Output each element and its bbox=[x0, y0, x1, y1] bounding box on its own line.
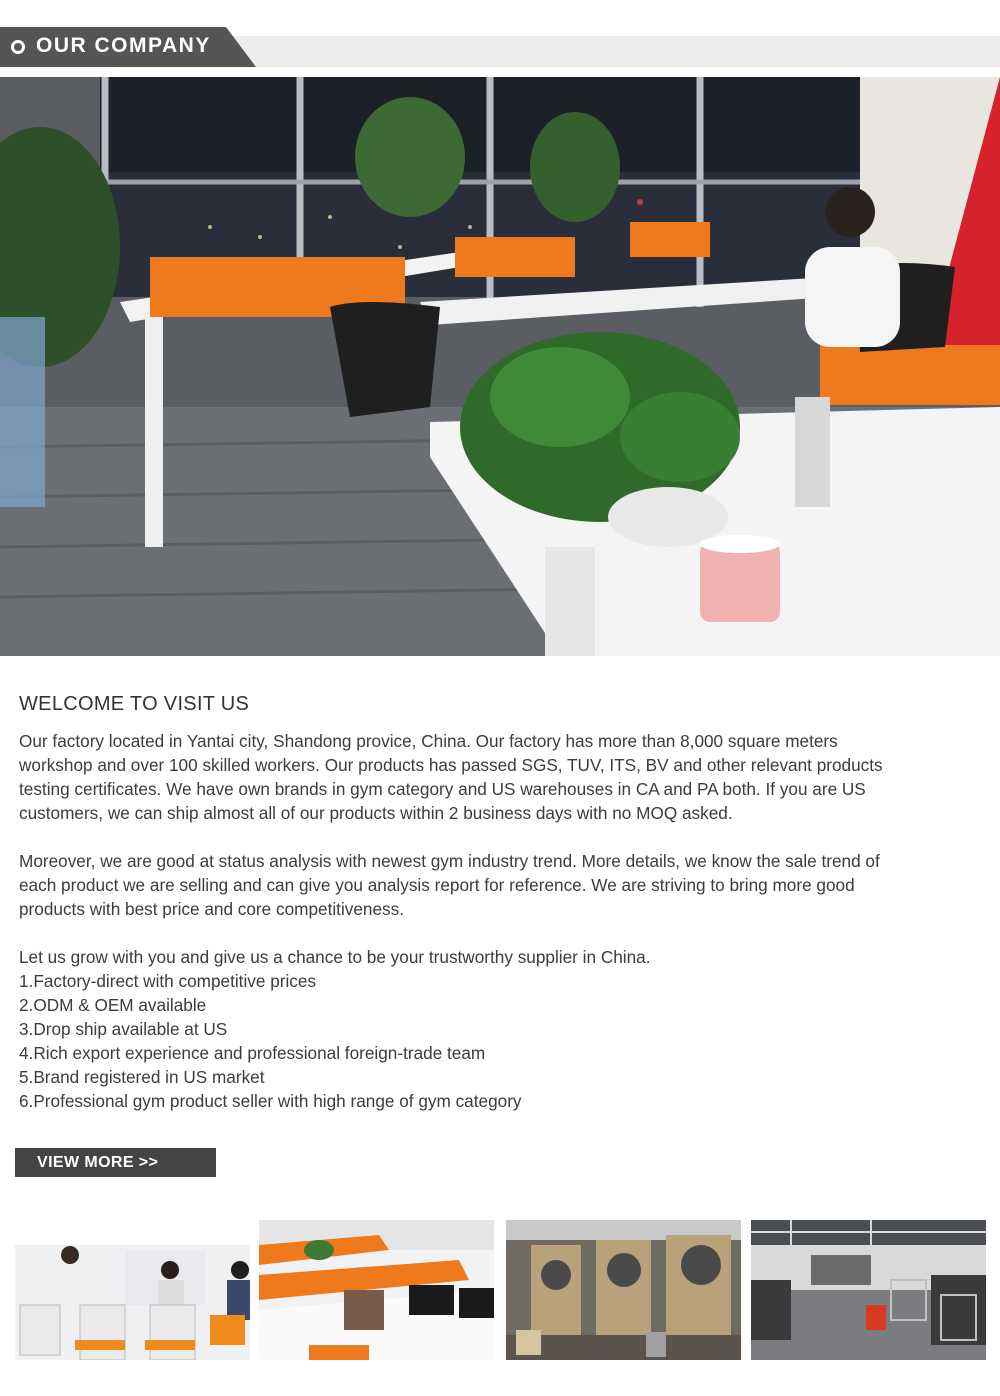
list-item: 5.Brand registered in US market bbox=[19, 1067, 265, 1087]
company-intro bbox=[19, 693, 984, 1113]
list-item: 4.Rich export experience and professional foreign-trade team bbox=[19, 1043, 486, 1063]
office-photo bbox=[0, 77, 1000, 656]
factory-workshop-photo bbox=[751, 1220, 986, 1360]
list-item: 6.Professional gym product seller with high range of gym category bbox=[19, 1091, 522, 1111]
text-line: Moreover, we are good at status analysis with newest gym industry trend. More details, we know the sale trend of bbox=[19, 851, 880, 871]
press-machines-photo bbox=[506, 1220, 741, 1360]
text-line: customers, we can ship almost all of our products within 2 business days with no MOQ asked. bbox=[19, 803, 733, 823]
gallery-thumb-press-machines[interactable] bbox=[506, 1220, 741, 1360]
gallery-thumb-office-desks[interactable] bbox=[259, 1220, 494, 1360]
section-title: OUR COMPANY bbox=[36, 34, 211, 57]
list-item: 3.Drop ship available at US bbox=[19, 1019, 228, 1039]
header-tab bbox=[0, 27, 256, 67]
circle-bullet-icon bbox=[11, 40, 25, 54]
office-desks-photo bbox=[259, 1220, 494, 1360]
office-photo-illustration bbox=[0, 77, 1000, 656]
team-meeting-photo bbox=[15, 1220, 250, 1360]
intro-paragraph-3 bbox=[19, 945, 984, 1113]
view-more-button[interactable]: VIEW MORE >> bbox=[15, 1148, 216, 1177]
list-item: 2.ODM & OEM available bbox=[19, 995, 207, 1015]
gallery-thumb-team-meeting[interactable] bbox=[15, 1220, 250, 1360]
text-line: Let us grow with you and give us a chance to be your trustworthy supplier in China. bbox=[19, 947, 651, 967]
intro-paragraph-2 bbox=[19, 849, 984, 921]
welcome-heading: WELCOME TO VISIT US bbox=[19, 693, 250, 715]
text-line: Our factory located in Yantai city, Shandong provice, China. Our factory has more than 8,000 square meters bbox=[19, 731, 838, 751]
text-line: testing certificates. We have own brands in gym category and US warehouses in CA and PA both. If you are US bbox=[19, 779, 866, 799]
list-item: 1.Factory-direct with competitive prices bbox=[19, 971, 317, 991]
text-line: workshop and over 100 skilled workers. Our products has passed SGS, TUV, ITS, BV and other relevant products bbox=[19, 755, 883, 775]
text-line: each product we are selling and can give you analysis report for reference. We are striving to bring more good bbox=[19, 875, 855, 895]
gallery-thumb-factory-workshop[interactable] bbox=[751, 1220, 986, 1360]
intro-paragraph-1 bbox=[19, 729, 984, 825]
text-line: products with best price and core competitiveness. bbox=[19, 899, 404, 919]
section-header bbox=[0, 27, 1000, 67]
